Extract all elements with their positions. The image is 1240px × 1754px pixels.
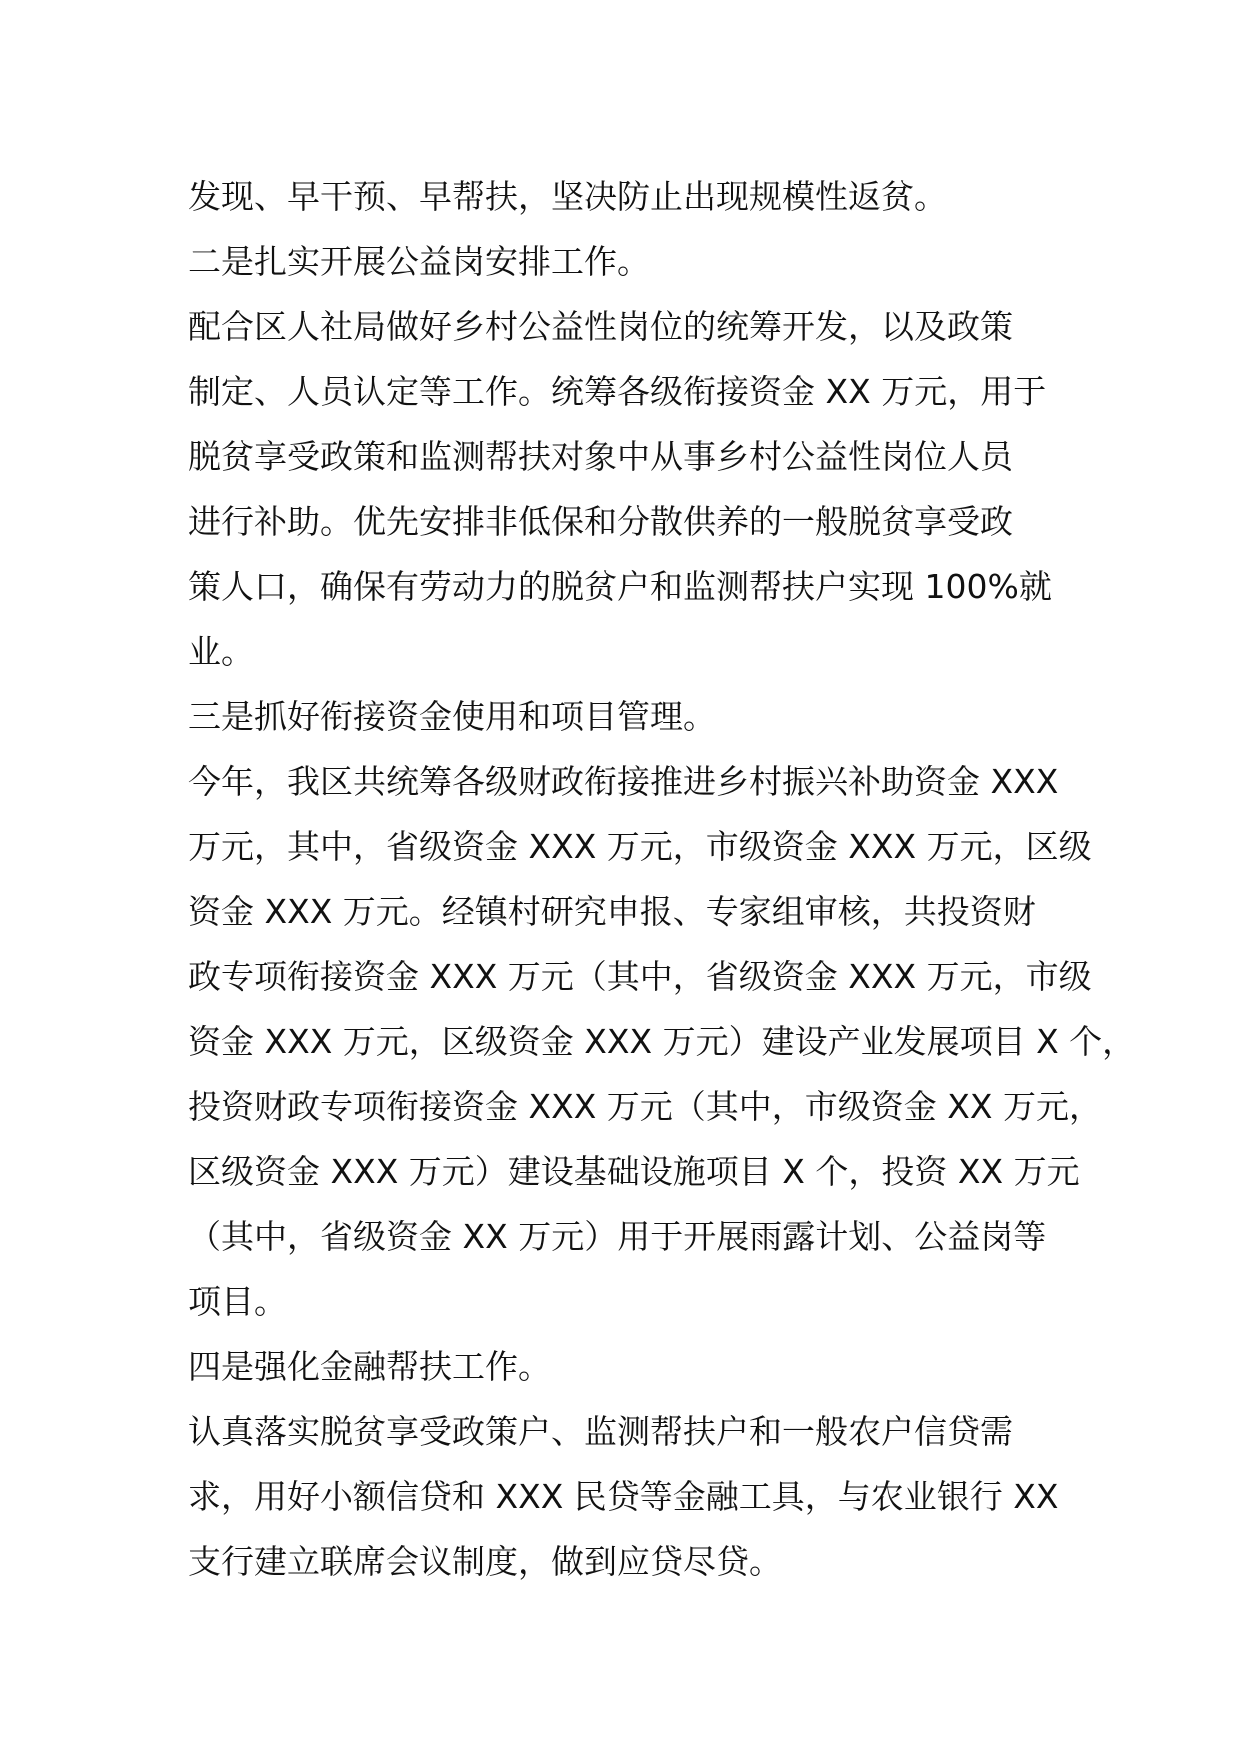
text-line: 求，用好小额信贷和 XXX 民贷等金融工具，与农业银行 XX <box>188 1477 1059 1516</box>
text-line: 政专项衔接资金 XXX 万元（其中，省级资金 XXX 万元，市级 <box>188 957 1092 996</box>
text-line: 脱贫享受政策和监测帮扶对象中从事乡村公益性岗位人员 <box>188 437 1013 476</box>
section-heading: 四是强化金融帮扶工作。 <box>188 1347 551 1386</box>
text-line: 配合区人社局做好乡村公益性岗位的统筹开发，以及政策 <box>188 307 1013 346</box>
text-line: 资金 XXX 万元，区级资金 XXX 万元）建设产业发展项目 X 个， <box>188 1022 1136 1061</box>
text-line: 认真落实脱贫享受政策户、监测帮扶户和一般农户信贷需 <box>188 1412 1013 1451</box>
text-line: 今年，我区共统筹各级财政衔接推进乡村振兴补助资金 XXX <box>188 762 1059 801</box>
text-line: 区级资金 XXX 万元）建设基础设施项目 X 个，投资 XX 万元 <box>188 1152 1080 1191</box>
text-line: （其中，省级资金 XX 万元）用于开展雨露计划、公益岗等 <box>188 1217 1047 1256</box>
text-line: 制定、人员认定等工作。统筹各级衔接资金 XX 万元，用于 <box>188 372 1047 411</box>
section-heading: 二是扎实开展公益岗安排工作。 <box>188 242 650 281</box>
document-body <box>188 164 1136 1594</box>
text-line: 发现、早干预、早帮扶，坚决防止出现规模性返贫。 <box>188 177 947 216</box>
text-line: 项目。 <box>188 1282 287 1321</box>
text-line: 支行建立联席会议制度，做到应贷尽贷。 <box>188 1542 782 1581</box>
text-line: 万元，其中，省级资金 XXX 万元，市级资金 XXX 万元，区级 <box>188 827 1092 866</box>
text-line: 业。 <box>188 632 254 671</box>
section-heading: 三是抓好衔接资金使用和项目管理。 <box>188 697 716 736</box>
text-line: 进行补助。优先安排非低保和分散供养的一般脱贫享受政 <box>188 502 1013 541</box>
text-line: 策人口，确保有劳动力的脱贫户和监测帮扶户实现 100%就 <box>188 567 1052 606</box>
text-line: 投资财政专项衔接资金 XXX 万元（其中，市级资金 XX 万元， <box>188 1087 1102 1126</box>
text-line: 资金 XXX 万元。经镇村研究申报、专家组审核，共投资财 <box>188 892 1036 931</box>
